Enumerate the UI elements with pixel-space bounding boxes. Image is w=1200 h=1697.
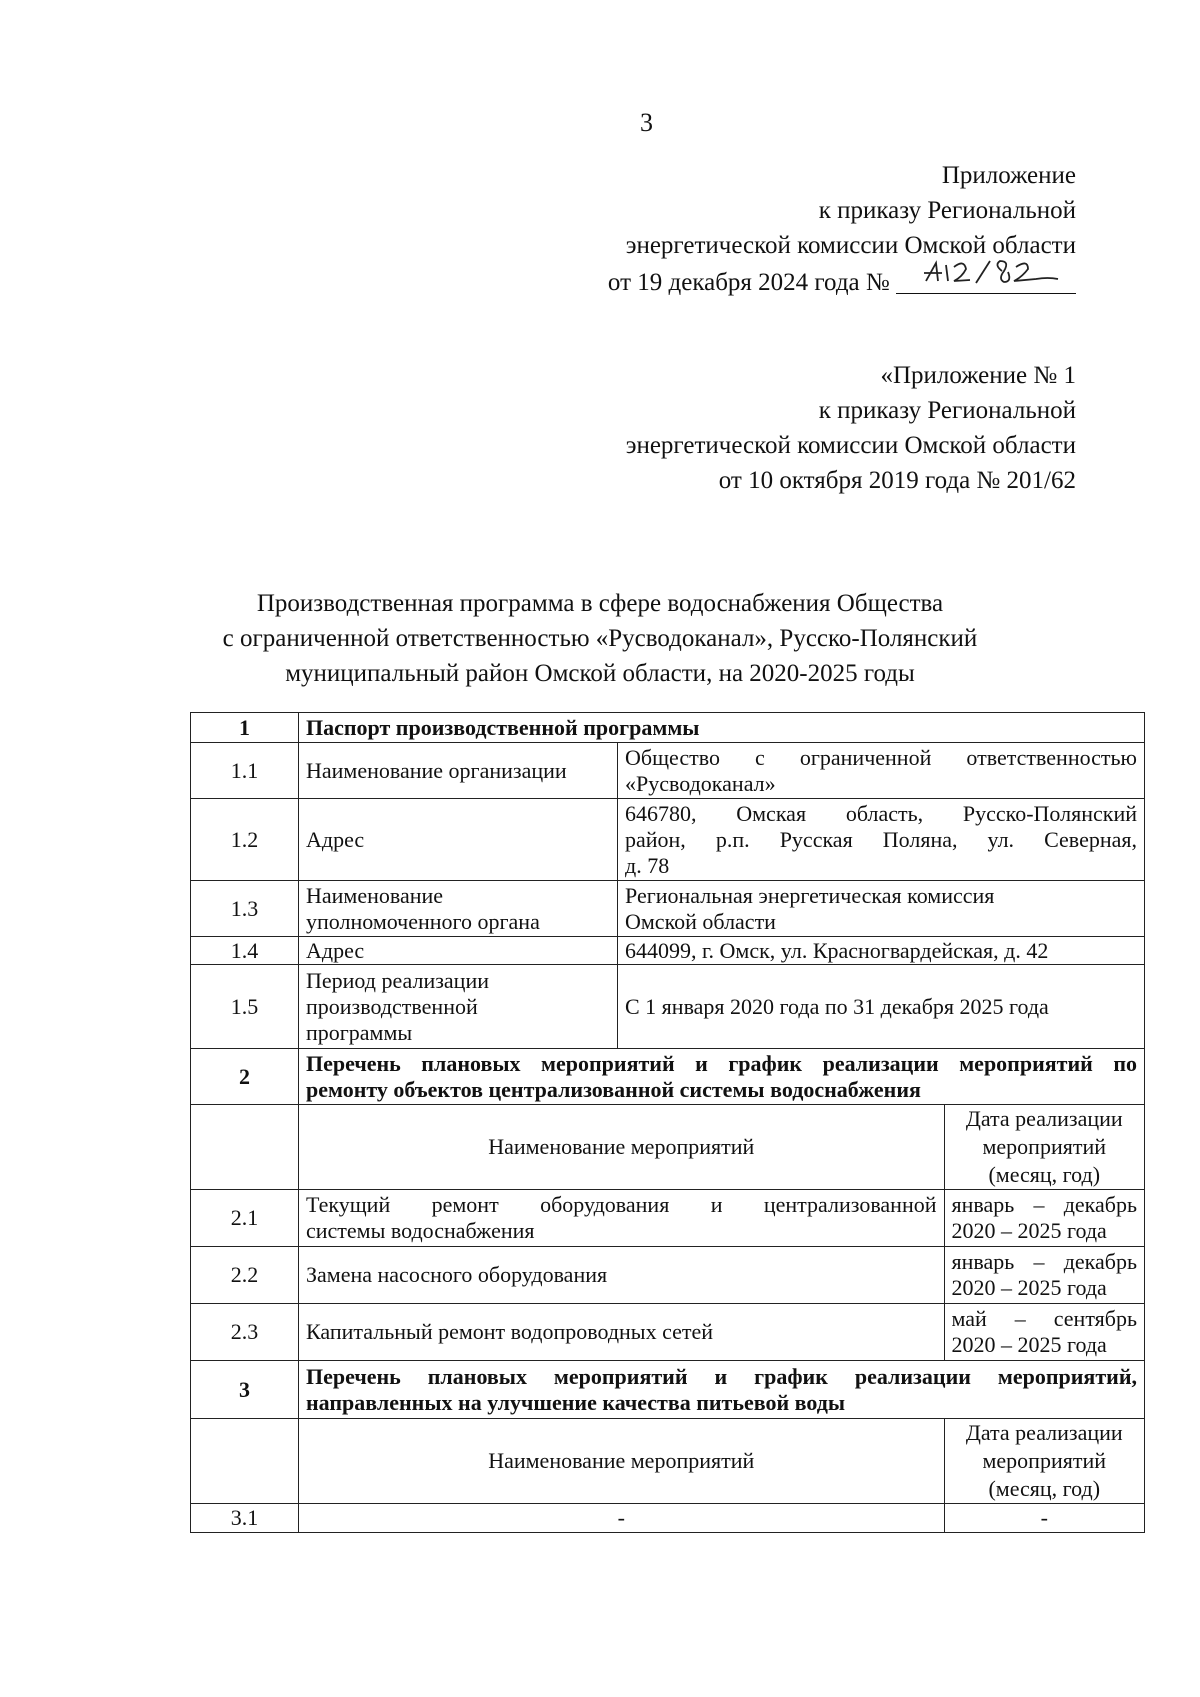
row-number: 2.1 — [191, 1190, 299, 1247]
section-number: 2 — [191, 1049, 299, 1105]
approval-header — [608, 158, 1076, 300]
activity-name: Замена насосного оборудования — [306, 1262, 608, 1287]
section-title: Перечень плановых мероприятий и график реализации мероприятий, направленных на улучшение качества питьевой воды — [299, 1361, 1145, 1419]
header-line: энергетической комиссии Омской области — [625, 432, 1076, 459]
table-row — [191, 1247, 1145, 1304]
table-row — [191, 881, 1145, 937]
header-line: энергетической комиссии Омской области — [625, 232, 1076, 259]
row-label: Адрес — [299, 937, 618, 965]
row-value: 646780, Омская область, Русско-Полянский район, р.п. Русская Поляна, ул. Северная, д. 78 — [618, 799, 1145, 881]
table-section-header — [191, 1049, 1145, 1105]
header-line: Приложение — [941, 162, 1076, 189]
handwritten-order-number — [896, 263, 1076, 294]
row-label: Адрес — [299, 799, 618, 881]
table-row — [191, 1504, 1145, 1533]
program-table — [190, 712, 1145, 1533]
column-header-name: Наименование мероприятий — [488, 1448, 755, 1473]
header-line: от 10 октября 2019 года № 201/62 — [718, 467, 1076, 494]
header-line: «Приложение № 1 — [880, 362, 1076, 389]
header-line-date: от 19 декабря 2024 года № — [608, 263, 1076, 300]
section-title: Перечень плановых мероприятий и график реализации мероприятий по ремонту объектов централизованной системы водоснабжения — [299, 1049, 1145, 1105]
section-title: Паспорт производственной программы — [299, 713, 1145, 743]
row-label: Наименование организации — [299, 743, 618, 799]
row-number: 1.5 — [191, 965, 299, 1049]
row-value: Региональная энергетическая комиссия Омской области — [618, 881, 1145, 937]
empty-cell — [191, 1419, 299, 1504]
row-number: 2.3 — [191, 1304, 299, 1361]
activity-date: - — [944, 1504, 1144, 1532]
handwritten-number-signature — [918, 255, 1068, 291]
table-section-header — [191, 713, 1145, 743]
row-label: Период реализации производственной программы — [299, 965, 618, 1049]
column-header-date: Дата реализации мероприятий (месяц, год) — [944, 1419, 1144, 1503]
row-number: 1.2 — [191, 799, 299, 881]
document-title: Производственная программа в сфере водоснабжения Общества с ограниченной ответственностью «Русводоканал», Русско-Полянский муниципальный район Омской области, на 2020-2025 годы — [222, 590, 978, 687]
table-row — [191, 965, 1145, 1049]
table-row — [191, 937, 1145, 965]
row-number: 1.4 — [191, 937, 299, 965]
table-row — [191, 1190, 1145, 1247]
table-row — [191, 743, 1145, 799]
table-section-header — [191, 1361, 1145, 1419]
row-number: 3.1 — [191, 1504, 299, 1533]
activity-name: - — [617, 1505, 625, 1530]
column-header-name: Наименование мероприятий — [488, 1134, 755, 1159]
column-header-date: Дата реализации мероприятий (месяц, год) — [944, 1105, 1144, 1189]
row-value: 644099, г. Омск, ул. Красногвардейская, д. 42 — [618, 937, 1145, 965]
header-line: к приказу Региональной — [818, 397, 1076, 424]
activity-date: январь – декабрь 2020 – 2025 года — [944, 1190, 1144, 1246]
row-number: 2.2 — [191, 1247, 299, 1304]
section-number: 3 — [191, 1361, 299, 1419]
table-subheader — [191, 1105, 1145, 1190]
activity-name: Текущий ремонт оборудования и централизованной системы водоснабжения — [306, 1192, 937, 1243]
original-appendix-header — [626, 358, 1076, 498]
header-line: к приказу Региональной — [818, 197, 1076, 224]
activity-date: январь – декабрь 2020 – 2025 года — [944, 1247, 1144, 1303]
row-value: Общество с ограниченной ответственностью «Русводоканал» — [618, 743, 1145, 799]
activity-name: Капитальный ремонт водопроводных сетей — [306, 1319, 714, 1344]
row-number: 1.1 — [191, 743, 299, 799]
table-subheader — [191, 1419, 1145, 1504]
row-number: 1.3 — [191, 881, 299, 937]
section-number: 1 — [191, 713, 299, 743]
activity-date: май – сентябрь 2020 – 2025 года — [944, 1304, 1144, 1360]
row-label: Наименование уполномоченного органа — [299, 881, 618, 937]
row-value: С 1 января 2020 года по 31 декабря 2025 года — [618, 965, 1145, 1049]
table-row — [191, 1304, 1145, 1361]
table-row — [191, 799, 1145, 881]
empty-cell — [191, 1105, 299, 1190]
page-number: 3 — [640, 108, 653, 137]
